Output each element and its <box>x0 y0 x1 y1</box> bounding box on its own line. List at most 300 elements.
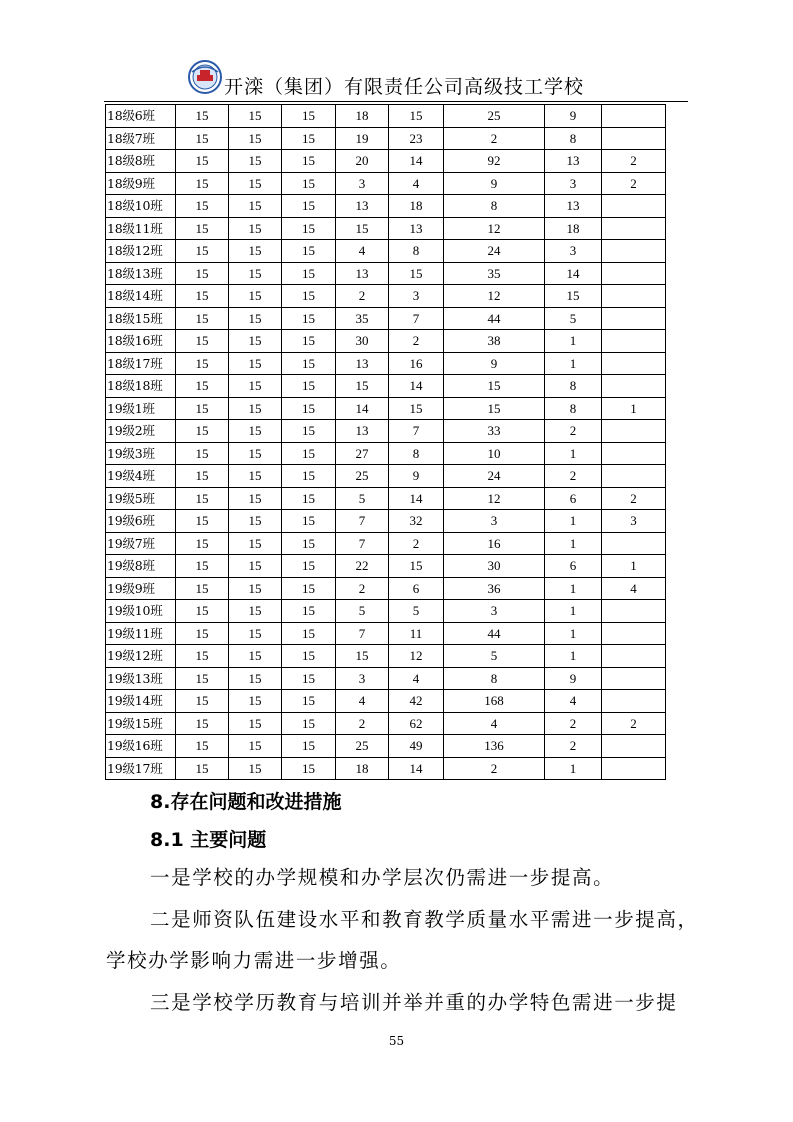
table-cell: 15 <box>282 690 336 713</box>
table-cell: 20 <box>336 150 389 173</box>
class-name-cell: 19级3班 <box>106 442 176 465</box>
class-name-cell: 19级9班 <box>106 577 176 600</box>
table-cell: 15 <box>282 577 336 600</box>
table-cell: 2 <box>545 712 602 735</box>
table-row <box>106 600 666 623</box>
table-cell: 15 <box>282 127 336 150</box>
table-cell: 15 <box>444 397 545 420</box>
table-cell: 15 <box>336 645 389 668</box>
table-cell: 9 <box>444 352 545 375</box>
table-cell: 15 <box>389 262 444 285</box>
table-cell <box>602 240 666 263</box>
table-cell: 8 <box>389 442 444 465</box>
table-row <box>106 195 666 218</box>
table-cell: 15 <box>176 330 229 353</box>
table-cell: 38 <box>444 330 545 353</box>
table-cell: 15 <box>282 555 336 578</box>
table-cell: 15 <box>229 262 282 285</box>
table-cell: 15 <box>176 600 229 623</box>
table-cell: 15 <box>229 622 282 645</box>
table-cell: 13 <box>336 195 389 218</box>
table-row <box>106 690 666 713</box>
table-cell: 15 <box>229 465 282 488</box>
table-cell: 15 <box>229 150 282 173</box>
table-cell: 15 <box>282 487 336 510</box>
table-cell: 15 <box>176 285 229 308</box>
table-cell: 4 <box>389 667 444 690</box>
table-cell: 3 <box>602 510 666 533</box>
class-name-cell: 19级17班 <box>106 757 176 780</box>
table-cell: 14 <box>389 487 444 510</box>
table-cell: 1 <box>545 622 602 645</box>
table-cell: 2 <box>545 735 602 758</box>
table-cell: 36 <box>444 577 545 600</box>
table-row <box>106 757 666 780</box>
table-cell: 15 <box>176 532 229 555</box>
table-cell: 2 <box>444 757 545 780</box>
table-cell: 2 <box>602 172 666 195</box>
page-header <box>104 58 688 102</box>
class-name-cell: 19级16班 <box>106 735 176 758</box>
table-cell: 8 <box>545 397 602 420</box>
table-cell: 15 <box>229 420 282 443</box>
table-cell: 15 <box>229 712 282 735</box>
table-cell: 15 <box>229 195 282 218</box>
table-cell: 33 <box>444 420 545 443</box>
table-cell: 15 <box>282 465 336 488</box>
table-cell: 136 <box>444 735 545 758</box>
class-name-cell: 18级18班 <box>106 375 176 398</box>
table-cell: 7 <box>389 420 444 443</box>
table-row <box>106 285 666 308</box>
table-cell: 8 <box>389 240 444 263</box>
table-cell: 13 <box>545 195 602 218</box>
table-cell: 15 <box>282 195 336 218</box>
table-cell: 12 <box>444 217 545 240</box>
table-cell: 15 <box>282 645 336 668</box>
table-row <box>106 217 666 240</box>
table-cell: 15 <box>229 172 282 195</box>
table-row <box>106 532 666 555</box>
class-name-cell: 19级13班 <box>106 667 176 690</box>
table-cell: 3 <box>444 600 545 623</box>
table-cell: 7 <box>336 532 389 555</box>
table-cell: 5 <box>389 600 444 623</box>
table-cell <box>602 622 666 645</box>
table-cell: 1 <box>545 577 602 600</box>
table-cell: 4 <box>336 240 389 263</box>
school-logo-icon <box>188 60 222 94</box>
table-cell: 15 <box>282 330 336 353</box>
table-cell: 15 <box>229 397 282 420</box>
class-name-cell: 19级1班 <box>106 397 176 420</box>
table-cell: 15 <box>229 577 282 600</box>
table-cell: 62 <box>389 712 444 735</box>
table-cell: 15 <box>176 442 229 465</box>
table-cell: 3 <box>545 172 602 195</box>
table-cell: 15 <box>282 397 336 420</box>
table-cell: 13 <box>336 352 389 375</box>
class-name-cell: 19级11班 <box>106 622 176 645</box>
table-cell: 7 <box>389 307 444 330</box>
table-cell: 15 <box>176 420 229 443</box>
table-row <box>106 352 666 375</box>
table-row <box>106 127 666 150</box>
table-cell: 6 <box>545 555 602 578</box>
table-cell: 15 <box>176 127 229 150</box>
table-cell: 15 <box>282 172 336 195</box>
table-cell: 49 <box>389 735 444 758</box>
table-cell: 15 <box>176 352 229 375</box>
table-cell: 15 <box>176 487 229 510</box>
table-cell: 15 <box>176 397 229 420</box>
table-cell: 3 <box>336 172 389 195</box>
class-name-cell: 19级14班 <box>106 690 176 713</box>
table-cell: 15 <box>282 510 336 533</box>
table-cell: 2 <box>602 150 666 173</box>
table-cell: 15 <box>229 352 282 375</box>
table-cell <box>602 442 666 465</box>
table-cell: 15 <box>229 127 282 150</box>
table-cell: 2 <box>389 532 444 555</box>
table-cell <box>602 735 666 758</box>
table-cell: 15 <box>176 645 229 668</box>
table-row <box>106 645 666 668</box>
table-cell: 15 <box>176 375 229 398</box>
table-cell: 24 <box>444 240 545 263</box>
table-cell <box>602 352 666 375</box>
table-cell: 6 <box>545 487 602 510</box>
table-row <box>106 735 666 758</box>
table-cell: 15 <box>176 622 229 645</box>
header-divider <box>104 101 688 102</box>
class-name-cell: 19级12班 <box>106 645 176 668</box>
table-row <box>106 442 666 465</box>
table-cell: 92 <box>444 150 545 173</box>
table-cell: 15 <box>229 442 282 465</box>
paragraph-1: 一是学校的办学规模和办学层次仍需进一步提高。 <box>150 866 615 889</box>
class-name-cell: 18级11班 <box>106 217 176 240</box>
table-cell: 1 <box>545 757 602 780</box>
table-cell: 5 <box>336 600 389 623</box>
table-cell: 15 <box>229 667 282 690</box>
table-cell: 7 <box>336 510 389 533</box>
table-cell: 15 <box>229 555 282 578</box>
table-row <box>106 330 666 353</box>
table-cell <box>602 645 666 668</box>
paragraph-3: 三是学校学历教育与培训并举并重的办学特色需进一步提 <box>150 991 678 1014</box>
table-cell <box>602 127 666 150</box>
table-cell: 4 <box>389 172 444 195</box>
table-cell: 15 <box>282 757 336 780</box>
table-cell: 6 <box>389 577 444 600</box>
table-row <box>106 555 666 578</box>
table-cell: 44 <box>444 622 545 645</box>
table-cell: 18 <box>336 105 389 128</box>
subsection-title: 8.1 主要问题 <box>150 829 267 851</box>
table-cell: 25 <box>444 105 545 128</box>
table-cell: 2 <box>336 285 389 308</box>
table-cell: 15 <box>336 375 389 398</box>
table-cell: 18 <box>389 195 444 218</box>
table-cell: 15 <box>229 105 282 128</box>
table-cell: 3 <box>545 240 602 263</box>
table-row <box>106 487 666 510</box>
table-cell: 12 <box>389 645 444 668</box>
table-row <box>106 150 666 173</box>
table-cell <box>602 667 666 690</box>
table-cell <box>602 600 666 623</box>
table-cell: 8 <box>444 667 545 690</box>
table-cell: 5 <box>444 645 545 668</box>
table-row <box>106 262 666 285</box>
table-cell: 1 <box>545 532 602 555</box>
table-cell <box>602 532 666 555</box>
table-cell: 15 <box>389 397 444 420</box>
table-cell: 15 <box>282 622 336 645</box>
table-cell: 15 <box>176 307 229 330</box>
table-cell: 14 <box>389 375 444 398</box>
class-name-cell: 19级7班 <box>106 532 176 555</box>
class-name-cell: 18级12班 <box>106 240 176 263</box>
table-cell: 30 <box>444 555 545 578</box>
table-cell: 16 <box>444 532 545 555</box>
table-cell: 2 <box>545 420 602 443</box>
table-row <box>106 622 666 645</box>
paragraph-2-cont: 学校办学影响力需进一步增强。 <box>106 949 402 972</box>
table-cell: 3 <box>336 667 389 690</box>
table-cell: 18 <box>545 217 602 240</box>
table-cell: 1 <box>602 555 666 578</box>
class-name-cell: 18级10班 <box>106 195 176 218</box>
table-cell: 15 <box>176 510 229 533</box>
table-cell: 15 <box>229 645 282 668</box>
table-cell: 168 <box>444 690 545 713</box>
table-cell: 10 <box>444 442 545 465</box>
table-cell: 2 <box>336 712 389 735</box>
table-row <box>106 420 666 443</box>
table-cell: 4 <box>444 712 545 735</box>
table-cell: 42 <box>389 690 444 713</box>
table-cell: 14 <box>545 262 602 285</box>
table-cell: 19 <box>336 127 389 150</box>
table-cell: 15 <box>282 150 336 173</box>
table-cell: 24 <box>444 465 545 488</box>
table-cell: 15 <box>282 600 336 623</box>
table-cell: 15 <box>282 735 336 758</box>
class-stats-table <box>105 104 666 780</box>
table-cell: 15 <box>229 240 282 263</box>
table-cell: 15 <box>176 105 229 128</box>
table-cell: 15 <box>229 330 282 353</box>
table-cell: 13 <box>389 217 444 240</box>
table-cell: 15 <box>176 240 229 263</box>
table-cell: 12 <box>444 285 545 308</box>
class-name-cell: 18级9班 <box>106 172 176 195</box>
table-cell: 14 <box>336 397 389 420</box>
table-cell: 2 <box>444 127 545 150</box>
table-cell: 23 <box>389 127 444 150</box>
table-row <box>106 307 666 330</box>
table-cell <box>602 285 666 308</box>
table-cell: 32 <box>389 510 444 533</box>
table-row <box>106 375 666 398</box>
table-cell: 15 <box>444 375 545 398</box>
table-cell <box>602 757 666 780</box>
table-cell: 2 <box>389 330 444 353</box>
table-cell: 35 <box>444 262 545 285</box>
table-cell <box>602 330 666 353</box>
table-cell: 2 <box>545 465 602 488</box>
class-name-cell: 18级15班 <box>106 307 176 330</box>
table-cell: 13 <box>336 420 389 443</box>
table-cell <box>602 105 666 128</box>
header-title: 开滦（集团）有限责任公司高级技工学校 <box>224 76 585 98</box>
table-row <box>106 577 666 600</box>
table-cell: 14 <box>389 757 444 780</box>
table-cell: 27 <box>336 442 389 465</box>
table-cell: 16 <box>389 352 444 375</box>
table-cell: 13 <box>336 262 389 285</box>
table-cell: 15 <box>282 307 336 330</box>
table-cell: 15 <box>176 690 229 713</box>
table-cell: 15 <box>282 105 336 128</box>
table-cell: 15 <box>176 262 229 285</box>
table-cell: 35 <box>336 307 389 330</box>
table-cell: 15 <box>282 240 336 263</box>
table-row <box>106 465 666 488</box>
table-cell <box>602 690 666 713</box>
table-cell: 8 <box>444 195 545 218</box>
class-name-cell: 19级10班 <box>106 600 176 623</box>
table-row <box>106 510 666 533</box>
table-cell: 22 <box>336 555 389 578</box>
table-cell: 15 <box>176 555 229 578</box>
class-name-cell: 19级4班 <box>106 465 176 488</box>
table-cell: 15 <box>282 667 336 690</box>
class-name-cell: 18级13班 <box>106 262 176 285</box>
table-cell: 15 <box>176 735 229 758</box>
table-cell: 15 <box>282 285 336 308</box>
table-row <box>106 397 666 420</box>
table-cell: 7 <box>336 622 389 645</box>
table-cell: 15 <box>176 712 229 735</box>
class-name-cell: 18级7班 <box>106 127 176 150</box>
page-number: 55 <box>388 1034 405 1048</box>
class-name-cell: 18级6班 <box>106 105 176 128</box>
class-name-cell: 19级15班 <box>106 712 176 735</box>
table-cell: 14 <box>389 150 444 173</box>
table-cell: 15 <box>282 532 336 555</box>
table-cell <box>602 375 666 398</box>
table-cell: 15 <box>176 150 229 173</box>
table-cell: 9 <box>389 465 444 488</box>
table-cell: 15 <box>229 532 282 555</box>
table-cell: 1 <box>545 330 602 353</box>
table-cell: 15 <box>176 757 229 780</box>
table-cell: 9 <box>444 172 545 195</box>
table-cell: 15 <box>336 217 389 240</box>
table-cell <box>602 307 666 330</box>
table-row <box>106 105 666 128</box>
table-cell: 9 <box>545 667 602 690</box>
table-cell: 13 <box>545 150 602 173</box>
table-cell: 25 <box>336 735 389 758</box>
table-cell: 8 <box>545 375 602 398</box>
section-title: 8.存在问题和改进措施 <box>150 791 342 813</box>
table-cell: 4 <box>545 690 602 713</box>
table-cell: 4 <box>336 690 389 713</box>
table-cell: 8 <box>545 127 602 150</box>
table-cell: 15 <box>389 555 444 578</box>
table-cell: 15 <box>229 375 282 398</box>
table-cell: 2 <box>602 487 666 510</box>
table-cell: 1 <box>545 645 602 668</box>
table-cell <box>602 465 666 488</box>
table-cell: 18 <box>336 757 389 780</box>
table-cell: 1 <box>545 352 602 375</box>
table-cell: 15 <box>176 195 229 218</box>
table-cell: 15 <box>229 487 282 510</box>
table-cell: 44 <box>444 307 545 330</box>
table-cell: 15 <box>282 217 336 240</box>
class-name-cell: 19级8班 <box>106 555 176 578</box>
table-row <box>106 172 666 195</box>
table-cell <box>602 262 666 285</box>
class-name-cell: 18级16班 <box>106 330 176 353</box>
table-cell: 2 <box>602 712 666 735</box>
class-name-cell: 19级5班 <box>106 487 176 510</box>
table-cell: 15 <box>282 420 336 443</box>
paragraph-2: 二是师资队伍建设水平和教育教学质量水平需进一步提高， <box>150 908 699 931</box>
table-row <box>106 667 666 690</box>
table-cell: 15 <box>176 217 229 240</box>
table-cell: 11 <box>389 622 444 645</box>
table-cell: 1 <box>545 510 602 533</box>
table-cell: 15 <box>282 262 336 285</box>
table-cell: 1 <box>545 600 602 623</box>
table-cell: 5 <box>336 487 389 510</box>
table-cell: 15 <box>229 510 282 533</box>
table-cell: 15 <box>545 285 602 308</box>
table-cell: 15 <box>389 105 444 128</box>
table-cell: 15 <box>282 712 336 735</box>
table-cell: 15 <box>176 172 229 195</box>
table-cell: 15 <box>282 352 336 375</box>
table-cell: 1 <box>602 397 666 420</box>
table-row <box>106 712 666 735</box>
class-name-cell: 19级2班 <box>106 420 176 443</box>
table-cell: 15 <box>229 757 282 780</box>
class-name-cell: 18级14班 <box>106 285 176 308</box>
table-cell: 1 <box>545 442 602 465</box>
table-cell: 3 <box>389 285 444 308</box>
table-cell: 15 <box>176 577 229 600</box>
table-cell: 15 <box>229 307 282 330</box>
table-cell: 5 <box>545 307 602 330</box>
table-cell: 15 <box>282 442 336 465</box>
table-cell <box>602 420 666 443</box>
class-name-cell: 18级17班 <box>106 352 176 375</box>
table-cell <box>602 195 666 218</box>
table-cell: 12 <box>444 487 545 510</box>
table-cell: 4 <box>602 577 666 600</box>
table-cell: 9 <box>545 105 602 128</box>
table-cell: 15 <box>229 285 282 308</box>
table-cell: 25 <box>336 465 389 488</box>
table-cell: 15 <box>176 667 229 690</box>
table-row <box>106 240 666 263</box>
